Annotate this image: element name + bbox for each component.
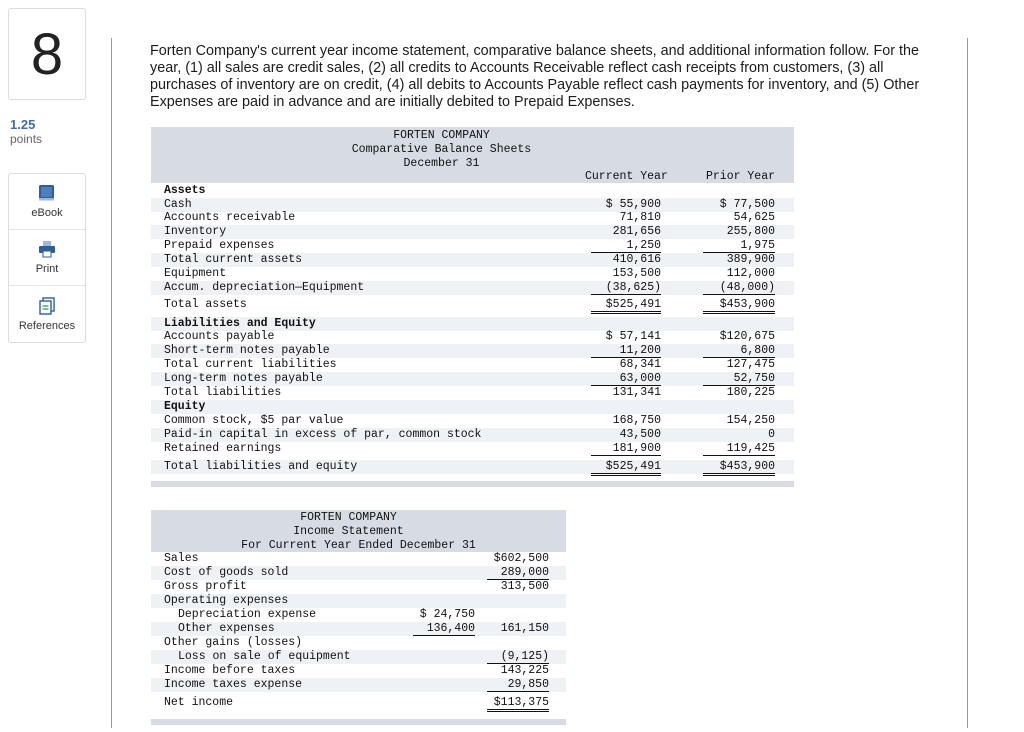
balance-sheet-row-label: Total liabilities	[164, 386, 282, 399]
points-block	[10, 117, 42, 146]
balance-sheet-header	[151, 127, 794, 183]
income-statement-row	[151, 580, 566, 594]
references-label: References	[18, 319, 76, 332]
balance-sheet-row	[151, 372, 794, 386]
income-statement-row-label: Gross profit	[164, 580, 247, 593]
income-statement-row	[151, 664, 566, 678]
balance-sheet-row-label: Assets	[164, 184, 206, 197]
income-statement-total-value: 289,000	[487, 566, 549, 580]
income-statement-row-label: Loss on sale of equipment	[178, 650, 351, 663]
income-statement-detail-value: $ 24,750	[419, 608, 475, 621]
balance-sheet-row-label: Total assets	[164, 298, 247, 311]
balance-sheet-prior-value: 127,475	[726, 358, 775, 371]
balance-sheet-prior-value: (48,000)	[703, 281, 775, 295]
balance-sheet-prior-value: 52,750	[703, 372, 775, 386]
balance-sheet-row	[151, 344, 794, 358]
balance-sheet-row	[151, 281, 794, 295]
balance-sheet-row	[151, 239, 794, 253]
income-statement-footer-bar	[151, 719, 566, 725]
balance-sheet-prior-value: 255,800	[726, 225, 775, 238]
income-statement-row	[151, 636, 566, 650]
points-label: points	[10, 132, 43, 146]
income-statement-title: FORTEN COMPANY	[300, 511, 397, 524]
balance-sheet-row	[151, 267, 794, 281]
balance-sheet-prior-value: $453,900	[703, 460, 775, 476]
income-statement-row	[151, 650, 566, 664]
balance-sheet-row	[151, 317, 794, 331]
balance-sheet-row	[151, 330, 794, 344]
income-statement-row	[151, 566, 566, 580]
income-statement-row-label: Operating expenses	[164, 594, 289, 607]
balance-sheet-row-label: Accounts payable	[164, 330, 275, 343]
balance-sheet-row	[151, 298, 794, 312]
income-statement-row	[151, 696, 566, 710]
balance-sheet-row-label: Inventory	[164, 225, 227, 238]
question-number: 8	[8, 8, 86, 100]
income-statement-total-value: 161,150	[500, 622, 549, 635]
balance-sheet-prior-value: 389,900	[726, 253, 775, 266]
balance-sheet-current-value: 43,500	[619, 428, 661, 441]
balance-sheet-current-value: 181,900	[591, 442, 661, 456]
balance-sheet-row	[151, 211, 794, 225]
print-button[interactable]	[9, 230, 85, 286]
balance-sheet-prior-value: 54,625	[733, 211, 775, 224]
balance-sheet-row-label: Paid-in capital in excess of par, common stock	[164, 428, 482, 441]
balance-sheet-current-value: $525,491	[591, 298, 661, 314]
balance-sheet-prior-value: 0	[768, 428, 775, 441]
references-button[interactable]	[9, 286, 85, 342]
balance-sheet-current-value: (38,625)	[591, 281, 661, 295]
balance-sheet-prior-value: $ 77,500	[719, 198, 775, 211]
balance-sheet-title: FORTEN COMPANY	[393, 129, 490, 142]
balance-sheet-current-value: 410,616	[612, 253, 661, 266]
income-statement-row-label: Income taxes expense	[164, 678, 303, 691]
balance-sheet-date: December 31	[403, 156, 480, 170]
income-statement-row	[151, 608, 566, 622]
balance-sheet-current-value: 1,250	[591, 239, 661, 253]
balance-sheet-row-label: Total current assets	[164, 253, 303, 266]
balance-sheet-prior-value: 180,225	[726, 386, 775, 399]
balance-sheet-prior-value: 154,250	[726, 414, 775, 427]
balance-sheet-row-label: Common stock, $5 par value	[164, 414, 344, 427]
balance-sheet-prior-value: 1,975	[703, 239, 775, 253]
balance-sheet-footer-bar	[151, 481, 794, 487]
balance-sheet-row-label: Equity	[164, 400, 206, 413]
balance-sheet-prior-value: $120,675	[719, 330, 775, 343]
balance-sheet-row	[151, 358, 794, 372]
balance-sheet-current-value: 131,341	[612, 386, 661, 399]
balance-sheet-row	[151, 253, 794, 267]
income-statement-row-label: Other expenses	[178, 622, 275, 635]
balance-sheet-row	[151, 442, 794, 456]
tool-panel	[8, 173, 86, 343]
income-statement-header	[151, 510, 566, 552]
balance-sheet-row	[151, 414, 794, 428]
points-value: 1.25	[10, 117, 36, 132]
income-statement-total-value: (9,125)	[487, 650, 549, 664]
balance-sheet-row	[151, 400, 794, 414]
balance-sheet-row	[151, 184, 794, 198]
income-statement-row	[151, 552, 566, 566]
balance-sheet-row-label: Total liabilities and equity	[164, 460, 358, 473]
balance-sheet-prior-value: 6,800	[703, 344, 775, 358]
income-statement-total-value: 29,850	[487, 678, 549, 692]
column-header-current-year: Current Year	[585, 170, 668, 183]
left-divider	[111, 38, 112, 728]
income-statement-detail-value: 136,400	[413, 622, 475, 636]
ebook-label: eBook	[31, 207, 63, 219]
income-statement-total-value: $602,500	[493, 552, 549, 565]
balance-sheet-current-value: 68,341	[619, 358, 661, 371]
income-statement-row-label: Income before taxes	[164, 664, 296, 677]
balance-sheet-row	[151, 460, 794, 474]
balance-sheet-row-label: Short-term notes payable	[164, 344, 330, 357]
question-text: Forten Company's current year income statement, comparative balance sheets, and additional information follow. For the year, (1) all sales are credit sales, (2) all credits to Accounts Receivable reflect cash receipts from customers, (3) all purchases of inventory are on credit, (4) all debits to Accounts Payable reflect cash payments for inventory, and (5) Other Expenses are paid in advance and are initially debited to Prepaid Expenses.	[150, 43, 920, 110]
income-statement-subtitle: Income Statement	[293, 524, 404, 538]
ebook-button[interactable]	[9, 174, 85, 230]
income-statement-row-label: Other gains (losses)	[164, 636, 303, 649]
income-statement-row	[151, 594, 566, 608]
balance-sheet-row-label: Liabilities and Equity	[164, 317, 316, 330]
income-statement-row-label: Cost of goods sold	[164, 566, 289, 579]
income-statement-row-label: Depreciation expense	[178, 608, 317, 621]
balance-sheet-current-value: $ 57,141	[605, 330, 661, 343]
column-header-prior-year: Prior Year	[706, 170, 776, 183]
income-statement-row-label: Sales	[164, 552, 199, 565]
balance-sheet-current-value: $525,491	[591, 460, 661, 476]
balance-sheet-current-value: 153,500	[612, 267, 661, 280]
balance-sheet-row	[151, 198, 794, 212]
balance-sheet-panel	[151, 127, 794, 487]
balance-sheet-current-value: 11,200	[591, 344, 661, 358]
income-statement-row	[151, 622, 566, 636]
balance-sheet-prior-value: 112,000	[726, 267, 775, 280]
balance-sheet-current-value: 63,000	[591, 372, 661, 386]
references-icon	[37, 297, 57, 315]
balance-sheet-row-label: Cash	[164, 198, 192, 211]
balance-sheet-current-value: $ 55,900	[605, 198, 661, 211]
income-statement-total-value: $113,375	[487, 696, 549, 712]
income-statement-row	[151, 678, 566, 692]
balance-sheet-prior-value: $453,900	[703, 298, 775, 314]
income-statement-total-value: 313,500	[500, 580, 549, 593]
balance-sheet-row-label: Long-term notes payable	[164, 372, 323, 385]
income-statement-total-value: 143,225	[500, 664, 549, 677]
balance-sheet-row-label: Retained earnings	[164, 442, 282, 455]
balance-sheet-row-label: Prepaid expenses	[164, 239, 275, 252]
income-statement-period: For Current Year Ended December 31	[241, 538, 476, 552]
balance-sheet-row-label: Equipment	[164, 267, 227, 280]
income-statement-panel	[151, 510, 566, 725]
balance-sheet-row-label: Total current liabilities	[164, 358, 337, 371]
print-icon	[37, 240, 57, 258]
balance-sheet-prior-value: 119,425	[703, 442, 775, 456]
balance-sheet-row-label: Accum. depreciation—Equipment	[164, 281, 365, 294]
print-label: Print	[35, 263, 59, 275]
right-divider	[967, 38, 968, 728]
balance-sheet-current-value: 281,656	[612, 225, 661, 238]
balance-sheet-row	[151, 225, 794, 239]
balance-sheet-row	[151, 386, 794, 400]
balance-sheet-row-label: Accounts receivable	[164, 211, 296, 224]
ebook-icon	[37, 184, 57, 202]
income-statement-row-label: Net income	[164, 696, 234, 709]
balance-sheet-current-value: 71,810	[619, 211, 661, 224]
balance-sheet-row	[151, 428, 794, 442]
balance-sheet-subtitle: Comparative Balance Sheets	[351, 142, 532, 156]
balance-sheet-current-value: 168,750	[612, 414, 661, 427]
